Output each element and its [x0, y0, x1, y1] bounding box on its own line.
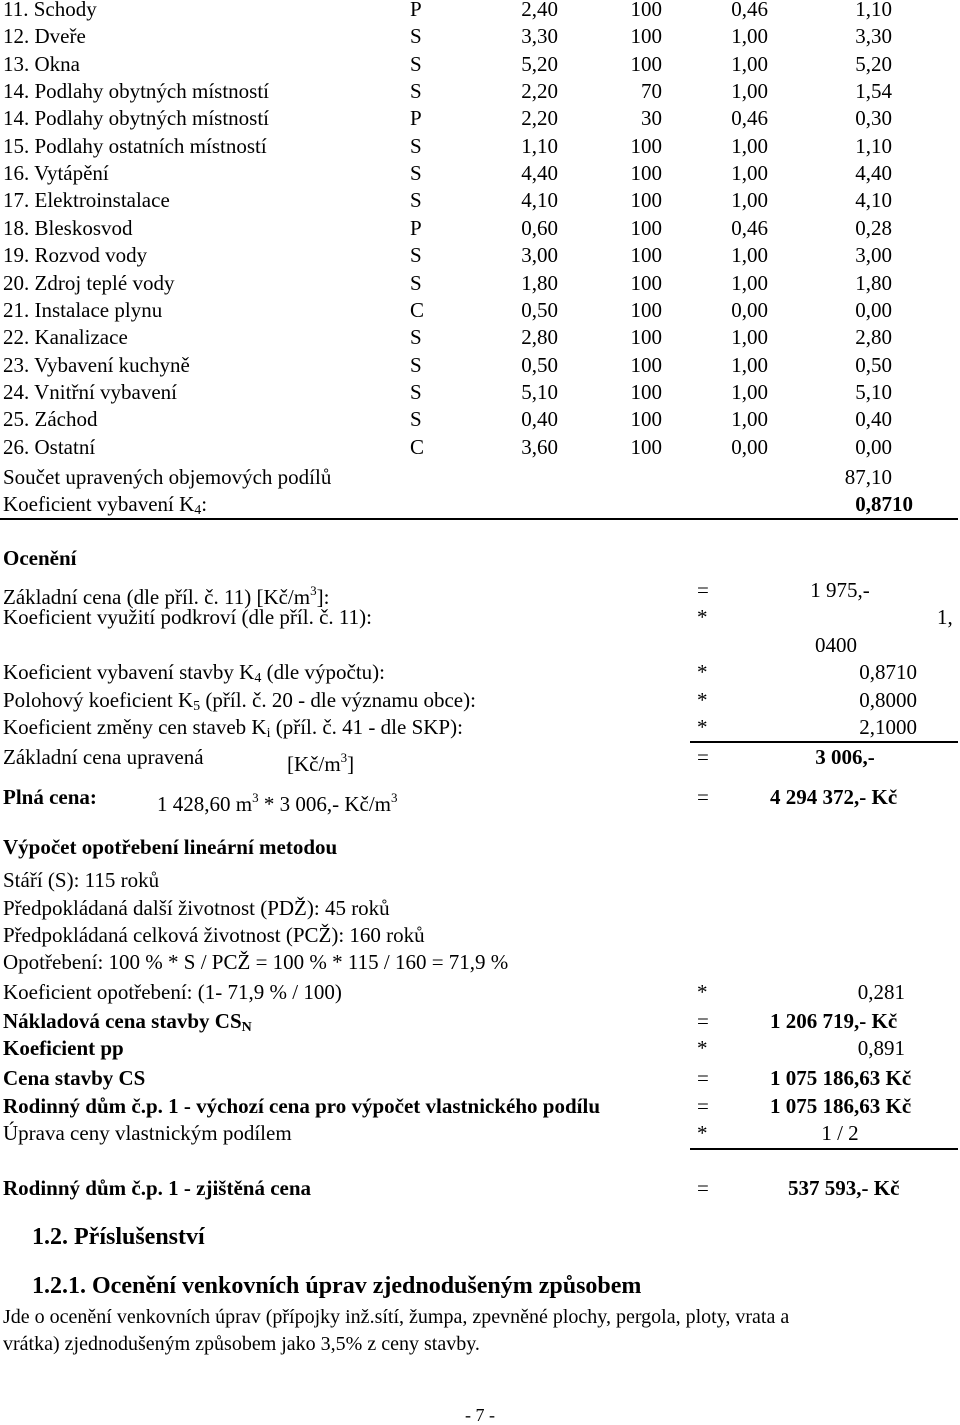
equip-coef-label: Koeficient vybavení stavby $K_4$ (dle výpočtu): — [3, 660, 385, 686]
remaining-life-text: Předpokládaná další životnost (PDŽ): 45 roků — [3, 896, 390, 920]
position-coef-op: * — [697, 688, 708, 712]
change-coef-op: * — [697, 715, 708, 739]
row-name: 25. Záchod — [3, 407, 98, 432]
row-coef: 0,46 — [731, 0, 768, 21]
oceneni-heading: Ocenění — [3, 546, 77, 570]
row-share: 5,10 — [521, 379, 558, 404]
base-share-value: 1 075 186,63 Kč — [770, 1094, 912, 1118]
row-value: 1,10 — [855, 0, 892, 21]
divider — [0, 518, 958, 520]
final-price-label: Rodinný dům č.p. 1 - zjištěná cena — [3, 1176, 312, 1200]
adjusted-price-label: Základní cena upravená — [3, 745, 204, 769]
row-type: S — [410, 270, 422, 295]
building-price-value: 1 075 186,63 Kč — [770, 1066, 912, 1090]
row-value: 4,10 — [855, 188, 892, 213]
full-price-label: Plná cena: — [3, 785, 97, 809]
row-share: 3,00 — [521, 243, 558, 268]
row-value: 0,30 — [855, 106, 892, 131]
row-type: S — [410, 79, 422, 104]
row-name: 11. Schody — [3, 0, 97, 21]
paragraph-line-1: Jde o ocenění venkovních úprav (přípojky inž.sítí, žumpa, zpevněné plochy, pergola, ploty, vrata a — [3, 1306, 790, 1328]
age-text: Stáří (S): 115 roků — [3, 868, 160, 892]
row-share: 0,40 — [521, 407, 558, 432]
row-name: 12. Dveře — [3, 24, 86, 49]
row-name: 24. Vnitřní vybavení — [3, 379, 178, 404]
row-percent: 70 — [641, 79, 662, 104]
row-percent: 100 — [630, 297, 662, 322]
row-percent: 100 — [630, 188, 662, 213]
base-price-label: Základní cena (dle příl. č. 11) $[Kč/m^3]$: — [3, 583, 330, 609]
row-name: 17. Elektroinstalace — [3, 188, 170, 213]
row-name: 14. Podlahy obytných místností — [3, 106, 270, 131]
row-share: 0,60 — [521, 215, 558, 240]
row-share: 4,10 — [521, 188, 558, 213]
paragraph-line-2: vrátka) zjednodušeným způsobem jako 3,5% z ceny stavby. — [3, 1333, 480, 1355]
share-adjust-label: Úprava ceny vlastnickým podílem — [3, 1121, 292, 1145]
row-share: 0,50 — [521, 297, 558, 322]
row-name: 14. Podlahy obytných místností — [3, 79, 270, 104]
row-coef: 1,00 — [731, 188, 768, 213]
full-price-calc: 1 428,60 $m^3 * 3$ 006,- $Kč/m^3$ — [157, 790, 398, 816]
row-percent: 100 — [630, 51, 662, 76]
row-type: S — [410, 133, 422, 158]
wear-coef-op: * — [697, 980, 708, 1004]
row-coef: 1,00 — [731, 270, 768, 295]
row-type: C — [410, 434, 425, 459]
row-value: 4,40 — [855, 161, 892, 186]
wear-coef-label: Koeficient opotřebení: (1- 71,9 % / 100) — [3, 980, 342, 1004]
row-name: 23. Vybavení kuchyně — [3, 352, 190, 377]
row-value: 1,10 — [855, 133, 892, 158]
row-value: 3,00 — [855, 243, 892, 268]
row-name: 26. Ostatní — [3, 434, 96, 459]
row-name: 13. Okna — [3, 51, 80, 76]
row-percent: 100 — [630, 24, 662, 49]
row-value: 1,54 — [855, 79, 892, 104]
cost-price-value: 1 206 719,- Kč — [770, 1009, 898, 1033]
pp-value: 0,891 — [857, 1036, 905, 1060]
row-share: 2,20 — [521, 106, 558, 131]
attic-coef-value-a: 1, — [937, 605, 953, 629]
position-coef-label: Polohový koeficient $K_5$ (příl. č. 20 - dle významu obce): — [3, 688, 476, 714]
section-title: 1.2. Příslušenství — [32, 1224, 205, 1250]
sum-value: 87,10 — [844, 465, 892, 489]
row-coef: 1,00 — [731, 243, 768, 268]
equip-coef-value: 0,8710 — [859, 660, 917, 684]
row-share: 2,80 — [521, 325, 558, 350]
row-coef: 1,00 — [731, 79, 768, 104]
row-coef: 0,46 — [731, 106, 768, 131]
row-coef: 0,46 — [731, 215, 768, 240]
equip-coef-op: * — [697, 660, 708, 684]
full-price-op: = — [697, 785, 709, 809]
row-share: 1,10 — [521, 133, 558, 158]
divider — [690, 741, 958, 743]
divider — [690, 1148, 958, 1150]
row-type: S — [410, 188, 422, 213]
sum-label: Součet upravených objemových podílů — [3, 465, 332, 489]
row-name: 15. Podlahy ostatních místností — [3, 133, 267, 158]
row-type: S — [410, 161, 422, 186]
page-number: - 7 - — [465, 1405, 495, 1425]
row-type: P — [410, 106, 422, 131]
row-percent: 100 — [630, 215, 662, 240]
row-percent: 100 — [630, 352, 662, 377]
adjusted-price-unit: $[Kč/m^3]$ — [287, 750, 355, 776]
building-price-label: Cena stavby CS — [3, 1066, 146, 1090]
wear-coef-value: 0,281 — [857, 980, 905, 1004]
row-value: 0,00 — [855, 297, 892, 322]
row-type: S — [410, 379, 422, 404]
row-percent: 100 — [630, 270, 662, 295]
row-type: S — [410, 51, 422, 76]
base-share-label: Rodinný dům č.p. 1 - výchozí cena pro výpočet vlastnického podílu — [3, 1094, 601, 1118]
row-type: S — [410, 407, 422, 432]
total-life-text: Předpokládaná celková životnost (PCŽ): 160 roků — [3, 923, 425, 947]
row-coef: 1,00 — [731, 161, 768, 186]
row-name: 18. Bleskosvod — [3, 215, 133, 240]
row-percent: 30 — [641, 106, 662, 131]
row-share: 2,20 — [521, 79, 558, 104]
row-percent: 100 — [630, 243, 662, 268]
change-coef-value: 2,1000 — [859, 715, 917, 739]
row-type: S — [410, 243, 422, 268]
row-value: 0,00 — [855, 434, 892, 459]
cost-price-op: = — [697, 1009, 709, 1033]
row-name: 16. Vytápění — [3, 161, 109, 186]
row-type: P — [410, 0, 422, 21]
adjusted-price-value: 3 006,- — [815, 745, 875, 769]
row-percent: 100 — [630, 434, 662, 459]
row-coef: 1,00 — [731, 133, 768, 158]
building-price-op: = — [697, 1066, 709, 1090]
final-price-value: 537 593,- Kč — [788, 1176, 900, 1200]
row-share: 2,40 — [521, 0, 558, 21]
row-type: C — [410, 297, 425, 322]
row-value: 2,80 — [855, 325, 892, 350]
row-percent: 100 — [630, 161, 662, 186]
row-type: S — [410, 325, 422, 350]
row-share: 3,60 — [521, 434, 558, 459]
row-name: 22. Kanalizace — [3, 325, 128, 350]
row-share: 1,80 — [521, 270, 558, 295]
row-coef: 0,00 — [731, 434, 768, 459]
position-coef-value: 0,8000 — [859, 688, 917, 712]
row-percent: 100 — [630, 407, 662, 432]
row-coef: 1,00 — [731, 407, 768, 432]
row-type: S — [410, 352, 422, 377]
base-price-op: = — [697, 578, 709, 602]
row-coef: 1,00 — [731, 325, 768, 350]
row-name: 20. Zdroj teplé vody — [3, 270, 175, 295]
row-coef: 1,00 — [731, 352, 768, 377]
row-value: 0,40 — [855, 407, 892, 432]
row-coef: 0,00 — [731, 297, 768, 322]
row-value: 0,50 — [855, 352, 892, 377]
pp-op: * — [697, 1036, 708, 1060]
share-adjust-value: 1 / 2 — [821, 1121, 859, 1145]
row-share: 5,20 — [521, 51, 558, 76]
row-name: 19. Rozvod vody — [3, 243, 148, 268]
attic-coef-label: Koeficient využití podkroví (dle příl. č. 11): — [3, 605, 372, 629]
base-price-value: 1 975,- — [810, 578, 870, 602]
pp-label: Koeficient pp — [3, 1036, 124, 1060]
k4-label: Koeficient vybavení $K_4$: — [3, 492, 208, 518]
row-percent: 100 — [630, 325, 662, 350]
row-coef: 1,00 — [731, 24, 768, 49]
final-price-op: = — [697, 1176, 709, 1200]
row-value: 5,10 — [855, 379, 892, 404]
row-value: 5,20 — [855, 51, 892, 76]
row-percent: 100 — [630, 379, 662, 404]
k4-value: 0,8710 — [855, 492, 913, 516]
wear-heading: Výpočet opotřebení lineární metodou — [3, 835, 338, 859]
row-name: 21. Instalace plynu — [3, 297, 163, 322]
cost-price-label: Nákladová cena stavby $CS_N$ — [3, 1009, 252, 1035]
change-coef-label: Koeficient změny cen staveb $K_i$ (příl. č. 41 - dle SKP): — [3, 715, 463, 741]
row-type: S — [410, 24, 422, 49]
row-percent: 100 — [630, 133, 662, 158]
row-value: 1,80 — [855, 270, 892, 295]
attic-coef-op: * — [697, 605, 708, 629]
full-price-value: 4 294 372,- Kč — [770, 785, 898, 809]
row-value: 0,28 — [855, 215, 892, 240]
wear-calc-text: Opotřebení: 100 % * S / PCŽ = 100 % * 115 / 160 = 71,9 % — [3, 950, 509, 974]
row-type: P — [410, 215, 422, 240]
row-coef: 1,00 — [731, 51, 768, 76]
row-value: 3,30 — [855, 24, 892, 49]
share-adjust-op: * — [697, 1121, 708, 1145]
attic-coef-value-b: 0400 — [815, 633, 857, 657]
row-percent: 100 — [630, 0, 662, 21]
row-share: 3,30 — [521, 24, 558, 49]
row-share: 0,50 — [521, 352, 558, 377]
base-share-op: = — [697, 1094, 709, 1118]
adjusted-price-op: = — [697, 745, 709, 769]
subsection-title: 1.2.1. Ocenění venkovních úprav zjednodušeným způsobem — [32, 1273, 642, 1299]
row-share: 4,40 — [521, 161, 558, 186]
row-coef: 1,00 — [731, 379, 768, 404]
